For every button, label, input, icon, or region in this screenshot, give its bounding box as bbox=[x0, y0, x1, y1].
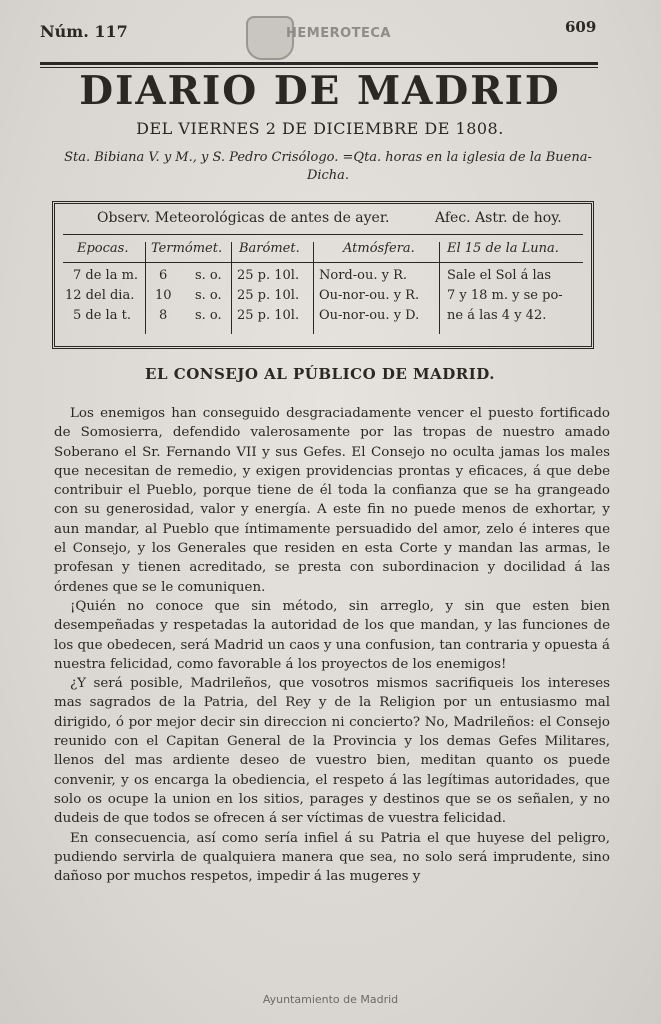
cell-term: 8 bbox=[159, 308, 168, 323]
archive-credit: Ayuntamiento de Madrid bbox=[262, 993, 399, 1006]
article-paragraph: ¡Quién no conoce que sin método, sin arreglo, y sin que esten bien desempeñadas y respetadas la autoridad de los que mandan, y las funciones de los que obedecen, será Madrid un caos y una confusion, tan contraria y opuesta á nuestra felicidad, como favorable á los proyectos de los enemigos! bbox=[54, 598, 610, 672]
column-divider bbox=[231, 242, 232, 334]
newspaper-title: DIARIO DE MADRID bbox=[79, 68, 561, 114]
cell-atmos: Nord-ou. y R. bbox=[319, 268, 407, 283]
cell-term-unit: s. o. bbox=[195, 268, 222, 283]
cell-atmos: Ou-nor-ou. y R. bbox=[319, 288, 420, 303]
column-header: Termómet. bbox=[151, 241, 223, 256]
table-divider bbox=[63, 234, 583, 235]
cell-atmos: Ou-nor-ou. y D. bbox=[319, 308, 420, 323]
cell-term: 10 bbox=[155, 288, 172, 303]
column-header: El 15 de la Luna. bbox=[447, 241, 559, 256]
cell-epoca: 7 de la m. bbox=[73, 268, 139, 283]
article-paragraph: En consecuencia, así como sería infiel á su Patria el que huyese del peligro, pudiendo servirla de qualquiera manera que sea, no solo será imprudente, sino dañoso por muchos respetos, impedir á las mugeres y bbox=[54, 830, 610, 885]
article-heading: EL CONSEJO AL PÚBLICO DE MADRID. bbox=[145, 365, 495, 383]
table-title-right: Afec. Astr. de hoy. bbox=[435, 210, 562, 226]
article-paragraph: Los enemigos han conseguido desgraciadamente vencer el puesto fortificado de Somosierra, defendido valerosamente por las tropas de nuestro amado Soberano el Sr. Fernando VII y sus Gefes. El Consejo no oculta jamas los males que necesitan de remedio, y exigen providencias prontas y eficaces, á que debe contribuir el Pueblo, porque tiene de él toda la confianza que se ha grangeado con su generosidad, valor y energía. A este fin no puede menos de exhortar, y aun mandar, al Pueblo que íntimamente persuadido del amor, zelo é interes que el Consejo, y los Generales que residen en esta Corte y mandan las armas, le profesan y tienen acreditado, se presta con subordinacion y docilidad á las órdenes que se le comuniquen. bbox=[54, 406, 610, 595]
column-header: Atmósfera. bbox=[343, 241, 415, 256]
cell-epoca: 12 del dia. bbox=[65, 288, 135, 303]
article-paragraph: ¿Y será posible, Madrileños, que vosotros mismos sacrifiqueis los intereses mas sagrados de la Patria, del Rey y de la Religion por un entusiasmo mal dirigido, ó por mejor decir sin direccion ni concierto? No, Madrileños: el Consejo reunido con el Capitan General de la Provincia y los demas Gefes Militares, llenos del mas ardiente deseo de vuestro bien, meditan quanto os puede convenir, y os encarga la obediencia, el respeto á las legítimas autoridades, que solo os ocupe la union en los sitios, parages y destinos que se os señalen, y no dudeis de que todos se ofrecen á ser víctimas de vuestra felicidad. bbox=[54, 676, 610, 827]
table-title-left: Observ. Meteorológicas de antes de ayer. bbox=[97, 210, 390, 226]
moon-line: ne á las 4 y 42. bbox=[447, 308, 547, 323]
weather-table bbox=[52, 201, 594, 349]
column-header: Barómet. bbox=[239, 241, 300, 256]
moon-line: 7 y 18 m. y se po- bbox=[447, 288, 563, 303]
cell-term-unit: s. o. bbox=[195, 288, 222, 303]
cell-baro: 25 p. 10l. bbox=[237, 288, 300, 303]
header-rule bbox=[40, 62, 598, 65]
moon-line: Sale el Sol á las bbox=[447, 268, 552, 283]
column-divider bbox=[439, 242, 440, 334]
library-stamp bbox=[246, 16, 396, 56]
cell-epoca: 5 de la t. bbox=[73, 308, 131, 323]
issue-number: Núm. 117 bbox=[40, 22, 128, 41]
column-divider bbox=[145, 242, 146, 334]
cell-term: 6 bbox=[159, 268, 168, 283]
stamp-text: HEMEROTECA bbox=[286, 26, 391, 41]
cell-term-unit: s. o. bbox=[195, 308, 222, 323]
column-header: Epocas. bbox=[77, 241, 129, 256]
article-body bbox=[54, 404, 610, 886]
page-number: 609 bbox=[565, 18, 597, 36]
cell-baro: 25 p. 10l. bbox=[237, 268, 300, 283]
column-divider bbox=[313, 242, 314, 334]
cell-baro: 25 p. 10l. bbox=[237, 308, 300, 323]
dateline: DEL VIERNES 2 DE DICIEMBRE DE 1808. bbox=[136, 119, 504, 138]
table-divider bbox=[63, 262, 583, 263]
saints-of-day: Sta. Bibiana V. y M., y S. Pedro Crisólogo. =Qta. horas en la iglesia de la Buena-Dicha. bbox=[64, 150, 592, 183]
